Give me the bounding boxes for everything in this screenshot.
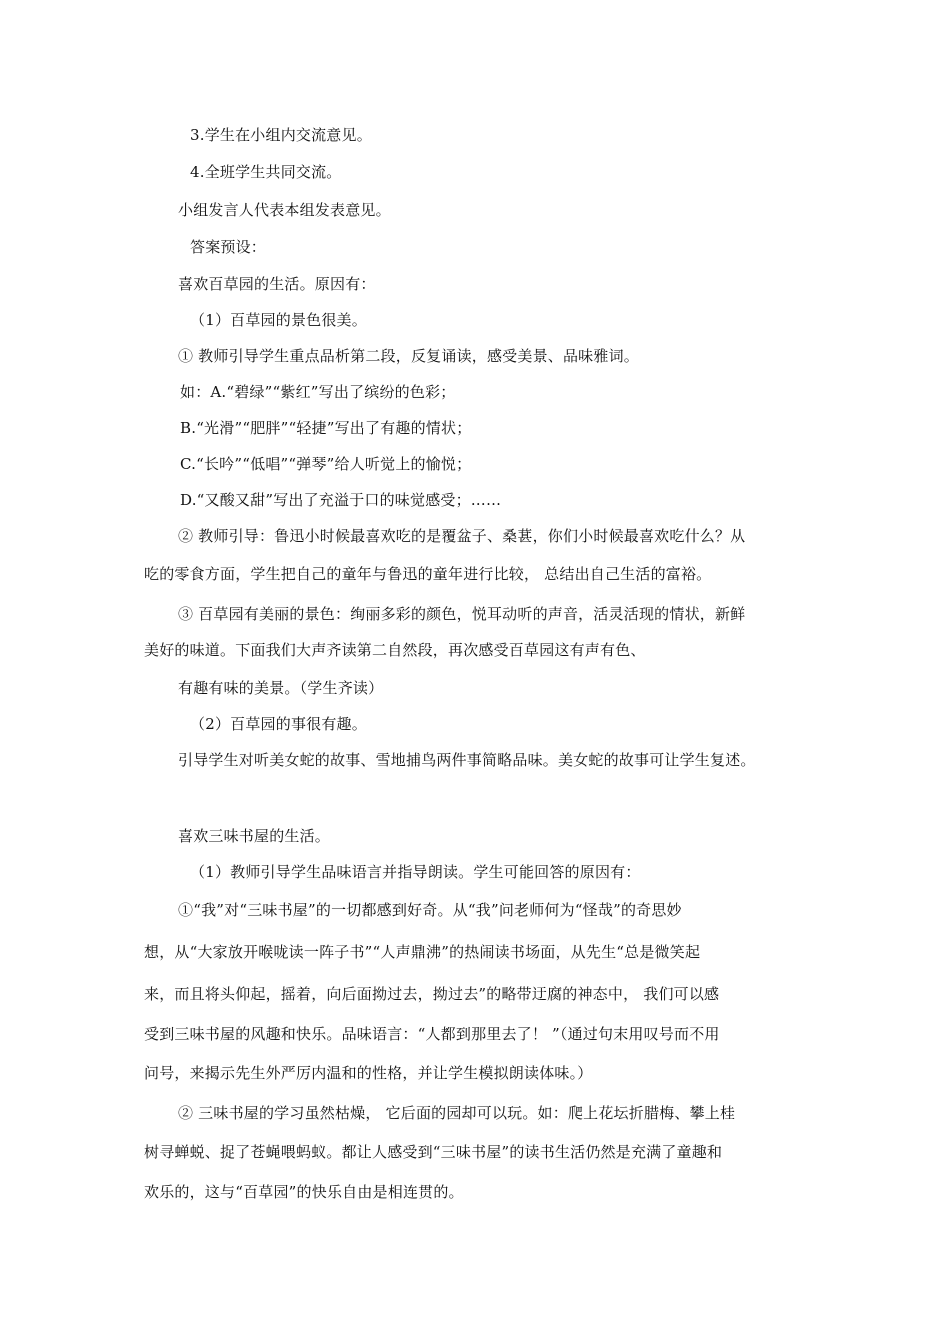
step-3-line: 3.学生在小组内交流意见。 [190, 126, 372, 144]
reason-1-line: （1）百草园的景色很美。 [190, 311, 367, 329]
reason-2-line: （2）百草园的事很有趣。 [190, 715, 367, 733]
sanwei-reason-1-line: （1）教师引导学生品味语言并指导朗读。学生可能回答的原因有： [190, 863, 641, 881]
example-d-line: D.“又酸又甜”写出了充溢于口的味觉感受；…… [180, 491, 502, 509]
answer-preset-heading: 答案预设： [190, 238, 267, 256]
point-2-line: ② 教师引导：鲁迅小时候最喜欢吃的是覆盆子、桑葚，你们小时候最喜欢吃什么？从 [178, 527, 746, 545]
example-b-line: B.“光滑”“肥胖”“轻捷”写出了有趣的情状； [180, 419, 472, 437]
sanwei-point-1-continuation-3: 受到三味书屋的风趣和快乐。品味语言：“人都到那里去了！ ”（通过句末用叹号而不用 [144, 1025, 720, 1043]
example-a-line: 如：A.“碧绿”“紫红”写出了缤纷的色彩； [180, 383, 456, 401]
point-3-continuation: 美好的味道。下面我们大声齐读第二自然段，再次感受百草园这有声有色、 [144, 641, 646, 659]
sanwei-point-1-continuation: 想，从“大家放开喉咙读一阵子书”“人声鼎沸”的热闹读书场面，从先生“总是微笑起 [144, 943, 701, 961]
example-c-line: C.“长吟”“低唱”“弹琴”给人听觉上的愉悦； [180, 455, 472, 473]
sanwei-point-2-continuation-2: 欢乐的，这与“百草园”的快乐自由是相连贯的。 [144, 1183, 464, 1201]
sanwei-point-1-continuation-4: 问号，来揭示先生外严厉内温和的性格，并让学生模拟朗读体味。） [144, 1064, 593, 1082]
step-4-line: 4.全班学生共同交流。 [190, 163, 342, 181]
point-1-line: ① 教师引导学生重点品析第二段，反复诵读，感受美景、品味雅词。 [178, 347, 639, 365]
point-3-continuation-2: 有趣有味的美景。（学生齐读） [178, 679, 384, 697]
sanwei-point-1-line: ①“我”对“三味书屋”的一切都感到好奇。从“我”问老师何为“怪哉”的奇思妙 [178, 901, 682, 919]
point-3-line: ③ 百草园有美丽的景色：绚丽多彩的颜色，悦耳动听的声音，活灵活现的情状，新鲜 [178, 605, 746, 623]
sanwei-point-2-continuation: 树寻蝉蜕、捉了苍蝇喂蚂蚁。都让人感受到“三味书屋”的读书生活仍然是充满了童趣和 [144, 1143, 723, 1161]
guide-line: 引导学生对听美女蛇的故事、雪地捕鸟两件事简略品味。美女蛇的故事可让学生复述。 [178, 751, 756, 769]
group-speaker-line: 小组发言人代表本组发表意见。 [178, 201, 391, 219]
sanwei-point-2-line: ② 三味书屋的学习虽然枯燥， 它后面的园却可以玩。如：爬上花坛折腊梅、攀上桂 [178, 1104, 736, 1122]
point-2-continuation: 吃的零食方面，学生把自己的童年与鲁迅的童年进行比较， 总结出自己生活的富裕。 [144, 565, 712, 583]
sanweishuwu-heading: 喜欢三味书屋的生活。 [178, 827, 331, 845]
sanwei-point-1-continuation-2: 来，而且将头仰起，摇着，向后面拗过去，拗过去”的略带迂腐的神态中， 我们可以感 [144, 985, 720, 1003]
baicaoyuan-heading: 喜欢百草园的生活。原因有： [178, 275, 376, 293]
